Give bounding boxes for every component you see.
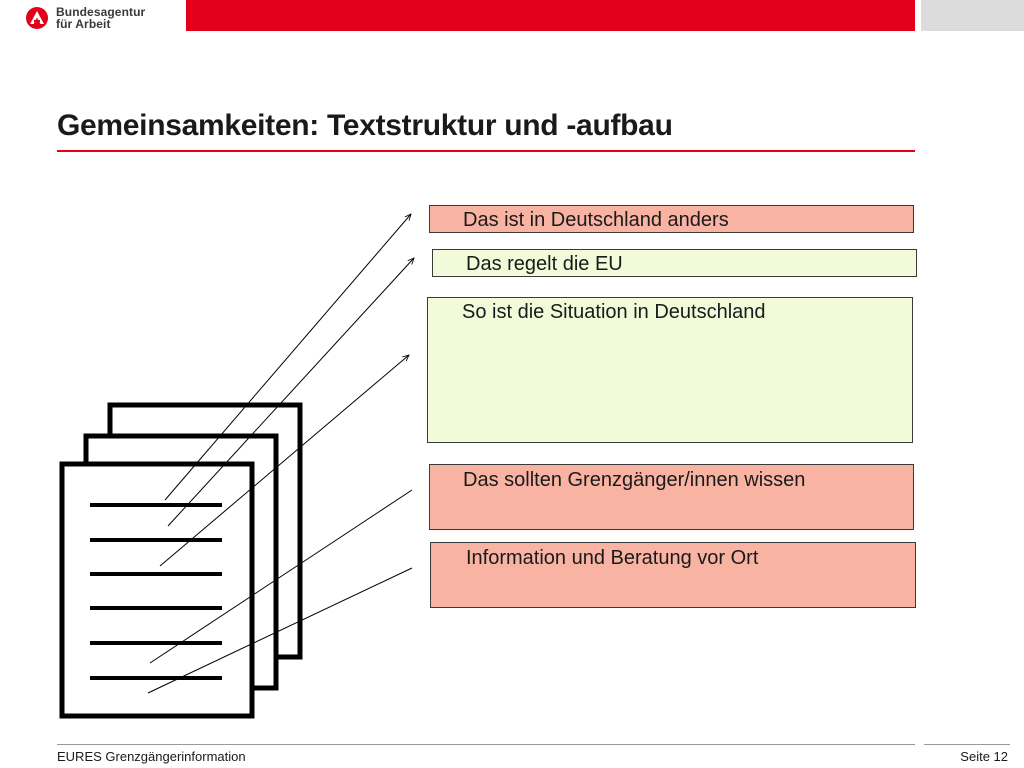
footer-divider-right [924, 744, 1010, 745]
page-number: Seite 12 [960, 749, 1008, 764]
box-different-in-germany: Das ist in Deutschland anders [429, 205, 914, 233]
footer-divider-left [57, 744, 915, 745]
box-local-information-advice: Information und Beratung vor Ort [430, 542, 916, 608]
agency-name-line1: Bundesagentur [56, 5, 146, 19]
box-situation-in-germany: So ist die Situation in Deutschland [427, 297, 913, 443]
box-cross-border-workers-info: Das sollten Grenzgänger/innen wissen [429, 464, 914, 530]
agency-name-line2: für Arbeit [56, 17, 111, 31]
footer-source: EURES Grenzgängerinformation [57, 749, 246, 764]
document-stack-icon [62, 405, 300, 716]
page-title: Gemeinsamkeiten: Textstruktur und -aufbau [57, 109, 673, 142]
box-eu-regulation: Das regelt die EU [432, 249, 917, 277]
